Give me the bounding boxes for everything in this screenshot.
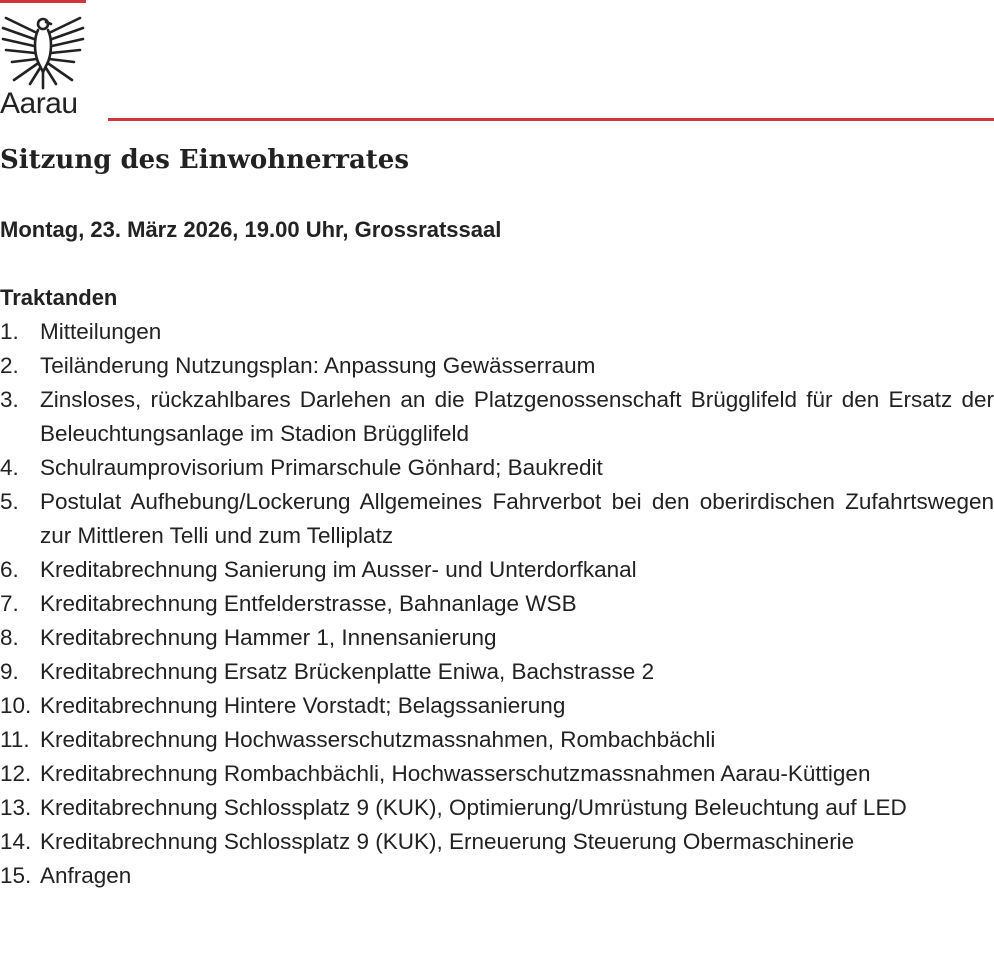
list-item [0,859,994,893]
agenda-text: Kreditabrechnung Hammer 1, Innensanierung [40,625,497,650]
header-rule [108,118,994,121]
agenda-text: Kreditabrechnung Ersatz Brückenplatte Eniwa, Bachstrasse 2 [40,659,655,684]
agenda-text: Mitteilungen [40,319,162,344]
list-item [0,485,994,553]
agenda-text: Kreditabrechnung Hochwasserschutzmassnahmen, Rombachbächli [40,727,716,752]
list-item [0,689,994,723]
agenda-text: Kreditabrechnung Schlossplatz 9 (KUK), Optimierung/Umrüstung Beleuchtung auf LED [40,795,907,820]
list-item [0,587,994,621]
page-title: Sitzung des Einwohnerrates [0,145,409,175]
list-item [0,349,994,383]
eagle-coat-of-arms-icon [0,12,86,92]
agenda-text: Kreditabrechnung Schlossplatz 9 (KUK), Erneuerung Steuerung Obermaschinerie [40,829,855,854]
agenda-number: 5. [0,489,19,514]
list-item [0,825,994,859]
list-item [0,553,994,587]
list-item [0,315,994,349]
agenda-heading: Traktanden [0,285,118,310]
agenda-number: 14. [0,829,32,854]
agenda-text: Zinsloses, rückzahlbares Darlehen an die Platzgenossenschaft Brügglifeld für den Ersatz der Beleuchtungsanlage im Stadion Brügglifeld [40,387,994,446]
list-item [0,791,994,825]
agenda-number: 4. [0,455,19,480]
meeting-info: Montag, 23. März 2026, 19.00 Uhr, Grossratssaal [0,217,502,242]
agenda-number: 12. [0,761,32,786]
list-item [0,383,994,451]
list-item [0,621,994,655]
agenda-text: Kreditabrechnung Hintere Vorstadt; Belagssanierung [40,693,566,718]
agenda-number: 2. [0,353,19,378]
list-item [0,655,994,689]
brand-name: Aarau [0,87,78,120]
agenda-number: 10. [0,693,32,718]
list-item [0,757,994,791]
agenda-text: Schulraumprovisorium Primarschule Gönhard; Baukredit [40,455,603,480]
agenda-number: 7. [0,591,19,616]
agenda-number: 8. [0,625,19,650]
list-item [0,451,994,485]
agenda-number: 6. [0,557,19,582]
agenda-number: 1. [0,319,19,344]
agenda-text: Anfragen [40,863,132,888]
header-accent-line [0,0,86,3]
agenda-list [0,315,994,893]
agenda-text: Kreditabrechnung Entfelderstrasse, Bahnanlage WSB [40,591,577,616]
agenda-number: 3. [0,387,19,412]
list-item [0,723,994,757]
agenda-text: Kreditabrechnung Rombachbächli, Hochwasserschutzmassnahmen Aarau-Küttigen [40,761,871,786]
agenda-text: Teiländerung Nutzungsplan: Anpassung Gewässerraum [40,353,596,378]
agenda-text: Postulat Aufhebung/Lockerung Allgemeines Fahrverbot bei den oberirdischen Zufahrtswegen zur Mittleren Telli und zum Telliplatz [40,489,994,548]
agenda-number: 15. [0,863,32,888]
agenda-number: 9. [0,659,19,684]
agenda-number: 11. [0,727,30,752]
agenda-number: 13. [0,795,32,820]
agenda-text: Kreditabrechnung Sanierung im Ausser- und Unterdorfkanal [40,557,637,582]
